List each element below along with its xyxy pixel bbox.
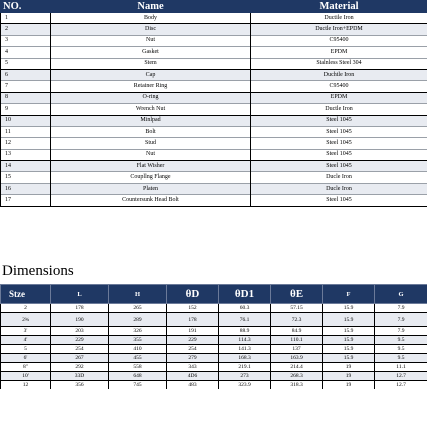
g-cell: 12.7 [375, 381, 427, 390]
l-cell: 292 [51, 363, 109, 372]
dimensions-row [1, 363, 427, 372]
part-name-cell: Coupllng Flange [51, 172, 251, 183]
part-number-cell: 8 [1, 92, 51, 103]
size-cell: 5 [1, 345, 51, 354]
part-name-cell: Gasket [51, 47, 251, 58]
dimensions-row [1, 372, 427, 381]
d1-cell: 323.9 [219, 381, 271, 390]
part-number-cell: 12 [1, 138, 51, 149]
part-material-cell: Steel 1045 [251, 161, 427, 172]
header-l: L [51, 285, 109, 304]
part-material-cell: Ducle Iron [251, 183, 427, 194]
part-material-cell: Duchtle Iron [251, 69, 427, 80]
part-material-cell: Steel 1045 [251, 195, 427, 206]
d1-cell: 219.1 [219, 363, 271, 372]
f-cell: 19 [323, 381, 375, 390]
parts-row [1, 92, 427, 103]
parts-table [0, 0, 427, 207]
g-cell: 12.7 [375, 372, 427, 381]
part-material-cell: Ductle Iron+EPDM [251, 24, 427, 35]
parts-row [1, 138, 427, 149]
d1-cell: 114.3 [219, 336, 271, 345]
size-cell: 8" [1, 363, 51, 372]
d-cell: 279 [167, 354, 219, 363]
part-name-cell: Wrench Nut [51, 104, 251, 115]
dimensions-row [1, 304, 427, 313]
part-number-cell: 4 [1, 47, 51, 58]
header-g: G [375, 285, 427, 304]
l-cell: 356 [51, 381, 109, 390]
g-cell: 7.9 [375, 327, 427, 336]
header-material: Material [251, 1, 427, 13]
parts-row [1, 81, 427, 92]
parts-row [1, 24, 427, 35]
parts-row [1, 58, 427, 69]
parts-header-row [1, 1, 427, 13]
part-number-cell: 15 [1, 172, 51, 183]
part-name-cell: Nut [51, 149, 251, 160]
size-cell: 2¾ [1, 313, 51, 327]
f-cell: 15.9 [323, 345, 375, 354]
d-cell: 4D6 [167, 372, 219, 381]
part-number-cell: 2 [1, 24, 51, 35]
part-material-cell: Ductile Iron [251, 13, 427, 24]
parts-row [1, 69, 427, 80]
part-name-cell: Body [51, 13, 251, 24]
h-cell: 558 [109, 363, 167, 372]
part-name-cell: Stud [51, 138, 251, 149]
e-cell: 163.9 [271, 354, 323, 363]
parts-row [1, 126, 427, 137]
d1-cell: 168.3 [219, 354, 271, 363]
part-material-cell: C95400 [251, 35, 427, 46]
part-name-cell: Bolt [51, 126, 251, 137]
part-name-cell: Stem [51, 58, 251, 69]
e-cell: 318.3 [271, 381, 323, 390]
h-cell: 289 [109, 313, 167, 327]
parts-row [1, 183, 427, 194]
l-cell: 33D [51, 372, 109, 381]
header-d1: θD1 [219, 285, 271, 304]
d-cell: 254 [167, 345, 219, 354]
e-cell: 214.4 [271, 363, 323, 372]
e-cell: 72.3 [271, 313, 323, 327]
part-number-cell: 7 [1, 81, 51, 92]
part-name-cell: Disc [51, 24, 251, 35]
h-cell: 265 [109, 304, 167, 313]
l-cell: 267 [51, 354, 109, 363]
part-number-cell: 17 [1, 195, 51, 206]
header-name: Name [51, 1, 251, 13]
l-cell: 203 [51, 327, 109, 336]
dimensions-row [1, 313, 427, 327]
part-material-cell: C95400 [251, 81, 427, 92]
d1-cell: 88.9 [219, 327, 271, 336]
part-name-cell: Countersunk Head Bolt [51, 195, 251, 206]
dimensions-row [1, 354, 427, 363]
g-cell: 9.5 [375, 354, 427, 363]
part-material-cell: Ducle Iron [251, 172, 427, 183]
size-cell: 12 [1, 381, 51, 390]
part-number-cell: 13 [1, 149, 51, 160]
header-h: H [109, 285, 167, 304]
d1-cell: 76.1 [219, 313, 271, 327]
part-number-cell: 5 [1, 58, 51, 69]
header-e: θE [271, 285, 323, 304]
part-number-cell: 10 [1, 115, 51, 126]
dimensions-title: Dimensions [2, 263, 74, 279]
part-name-cell: Platen [51, 183, 251, 194]
part-number-cell: 16 [1, 183, 51, 194]
part-number-cell: 14 [1, 161, 51, 172]
header-no: NO. [1, 1, 51, 13]
parts-row [1, 13, 427, 24]
header-d: θD [167, 285, 219, 304]
h-cell: 326 [109, 327, 167, 336]
g-cell: 7.9 [375, 304, 427, 313]
e-cell: 137 [271, 345, 323, 354]
d1-cell: 273 [219, 372, 271, 381]
d-cell: 343 [167, 363, 219, 372]
f-cell: 15.9 [323, 313, 375, 327]
e-cell: 110.1 [271, 336, 323, 345]
part-material-cell: Steel 1045 [251, 138, 427, 149]
h-cell: 455 [109, 354, 167, 363]
part-name-cell: Retainer Ring [51, 81, 251, 92]
f-cell: 19 [323, 363, 375, 372]
f-cell: 19 [323, 372, 375, 381]
h-cell: 745 [109, 381, 167, 390]
parts-row [1, 35, 427, 46]
d1-cell: 141.3 [219, 345, 271, 354]
part-name-cell: Flat Wisher [51, 161, 251, 172]
f-cell: 15.9 [323, 327, 375, 336]
g-cell: 11.1 [375, 363, 427, 372]
size-cell: 3' [1, 327, 51, 336]
part-number-cell: 11 [1, 126, 51, 137]
l-cell: 190 [51, 313, 109, 327]
dimensions-row [1, 381, 427, 390]
header-size: Stze [1, 285, 51, 304]
parts-row [1, 172, 427, 183]
h-cell: 648 [109, 372, 167, 381]
part-material-cell: Steel 1045 [251, 115, 427, 126]
f-cell: 15.9 [323, 354, 375, 363]
parts-row [1, 115, 427, 126]
part-material-cell: EPDM [251, 92, 427, 103]
size-cell: 2 [1, 304, 51, 313]
parts-row [1, 149, 427, 160]
part-name-cell: Minlpad [51, 115, 251, 126]
part-number-cell: 6 [1, 69, 51, 80]
parts-row [1, 47, 427, 58]
e-cell: 57.15 [271, 304, 323, 313]
parts-row [1, 161, 427, 172]
dimensions-row [1, 345, 427, 354]
f-cell: 15.9 [323, 336, 375, 345]
part-number-cell: 1 [1, 13, 51, 24]
d-cell: 152 [167, 304, 219, 313]
f-cell: 15.9 [323, 304, 375, 313]
part-material-cell: EPDM [251, 47, 427, 58]
d1-cell: 60.3 [219, 304, 271, 313]
size-cell: 10' [1, 372, 51, 381]
d-cell: 229 [167, 336, 219, 345]
dimensions-table [0, 284, 427, 389]
part-name-cell: O-ring [51, 92, 251, 103]
part-name-cell: Cap [51, 69, 251, 80]
d-cell: 191 [167, 327, 219, 336]
h-cell: 410 [109, 345, 167, 354]
l-cell: 229 [51, 336, 109, 345]
g-cell: 9.5 [375, 336, 427, 345]
part-material-cell: Ductle Iron [251, 104, 427, 115]
part-number-cell: 9 [1, 104, 51, 115]
dimensions-header-row [1, 285, 427, 304]
parts-row [1, 195, 427, 206]
g-cell: 9.5 [375, 345, 427, 354]
dimensions-row [1, 336, 427, 345]
header-f: F [323, 285, 375, 304]
size-cell: 6' [1, 354, 51, 363]
part-material-cell: Steel 1045 [251, 126, 427, 137]
part-material-cell: Stalnless Steel 304 [251, 58, 427, 69]
l-cell: 178 [51, 304, 109, 313]
e-cell: 84.9 [271, 327, 323, 336]
d-cell: 483 [167, 381, 219, 390]
g-cell: 7.9 [375, 313, 427, 327]
parts-row [1, 104, 427, 115]
h-cell: 355 [109, 336, 167, 345]
part-material-cell: Steel 1045 [251, 149, 427, 160]
d-cell: 178 [167, 313, 219, 327]
part-number-cell: 3 [1, 35, 51, 46]
dimensions-row [1, 327, 427, 336]
e-cell: 268.3 [271, 372, 323, 381]
part-name-cell: Nut [51, 35, 251, 46]
size-cell: 4' [1, 336, 51, 345]
l-cell: 254 [51, 345, 109, 354]
